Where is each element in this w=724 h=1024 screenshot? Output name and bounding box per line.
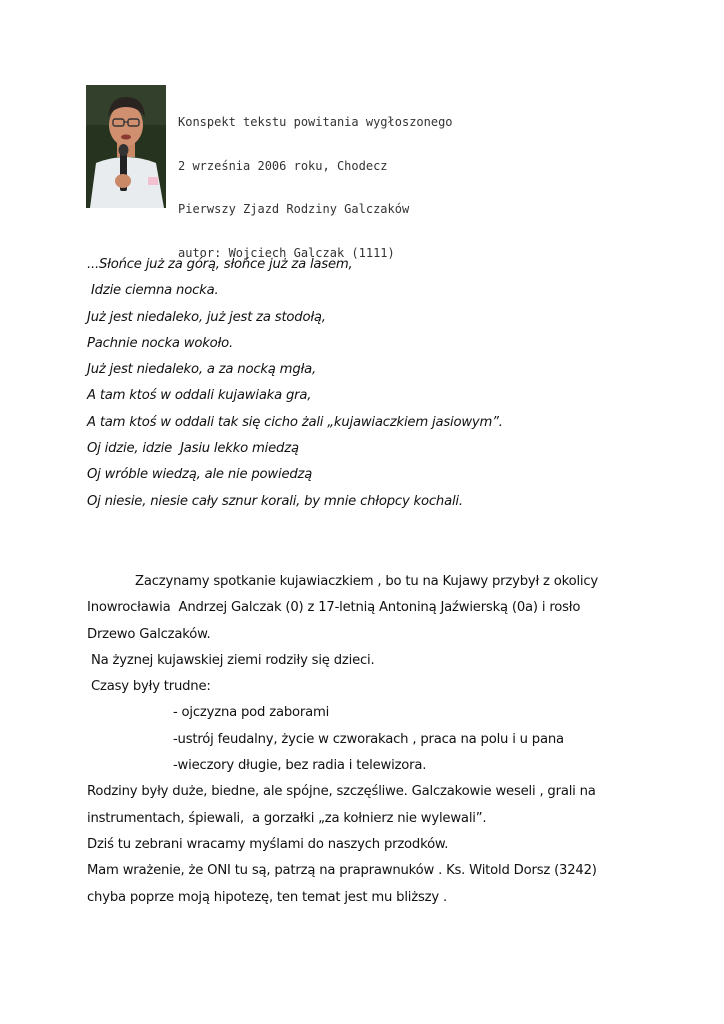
poem-line: Idzie ciemna nocka. (87, 283, 219, 299)
poem-block (87, 252, 503, 515)
paragraph-line: Mam wrażenie, że ONI tu są, patrzą na praprawnuków . Ks. Witold Dorsz (3242) (87, 863, 597, 879)
header-line: 2 września 2006 roku, Chodecz (178, 158, 388, 173)
paragraph-line: Czasy były trudne: (87, 679, 211, 695)
poem-line: A tam ktoś w oddali kujawiaka gra, (87, 388, 312, 404)
poem-line: ...Słońce już za górą, słońce już za lasem, (87, 257, 353, 272)
paragraph-line: instrumentach, śpiewali, a gorzałki „za kołnierz nie wylewali”. (87, 810, 487, 826)
author-photo-illustration (86, 85, 166, 208)
paragraph-line: Zaczynamy spotkanie kujawiaczkiem , bo tu na Kujawy przybył z okolicy (135, 574, 599, 589)
list-item: -ustrój feudalny, życie w czworakach , praca na polu i u pana (173, 731, 564, 747)
paragraph-line: Rodziny były duże, biedne, ale spójne, szczęśliwe. Galczakowie weseli , grali na (87, 784, 596, 800)
list-item: -wieczory długie, bez radia i telewizora. (173, 758, 427, 774)
poem-line: Oj idzie, idzie Jasiu lekko miedzą (87, 441, 299, 457)
header-block (178, 86, 453, 275)
poem-line: Oj wróble wiedzą, ale nie powiedzą (87, 467, 313, 483)
author-photo (86, 85, 166, 208)
paragraph-line: Na żyznej kujawskiej ziemi rodziły się dzieci. (87, 652, 375, 668)
poem-line: Oj niesie, niesie cały sznur korali, by mnie chłopcy kochali. (87, 493, 463, 509)
paragraph-line: Inowrocławia Andrzej Galczak (0) z 17-letnią Antoniną Jaźwierską (0a) i rosło (87, 600, 581, 616)
paragraph-line: Drzewo Galczaków. (87, 626, 211, 642)
poem-line: Już jest niedaleko, już jest za stodołą, (87, 309, 326, 325)
poem-line: Już jest niedaleko, a za nocką mgła, (87, 362, 316, 378)
poem-line: A tam ktoś w oddali tak się cicho żali „kujawiaczkiem jasiowym”. (87, 414, 503, 430)
header-line: Pierwszy Zjazd Rodziny Galczaków (178, 202, 410, 216)
body-text (87, 569, 598, 911)
paragraph-line: chyba poprze moją hipotezę, ten temat jest mu bliższy . (87, 889, 447, 905)
list-item: - ojczyzna pod zaborami (173, 705, 330, 721)
header-line: Konspekt tekstu powitania wygłoszonego (178, 115, 453, 129)
poem-line: Pachnie nocka wokoło. (87, 335, 233, 351)
header-line: autor: Wojciech Galczak (1111) (178, 245, 395, 260)
paragraph-line: Dziś tu zebrani wracamy myślami do naszych przodków. (87, 836, 449, 852)
